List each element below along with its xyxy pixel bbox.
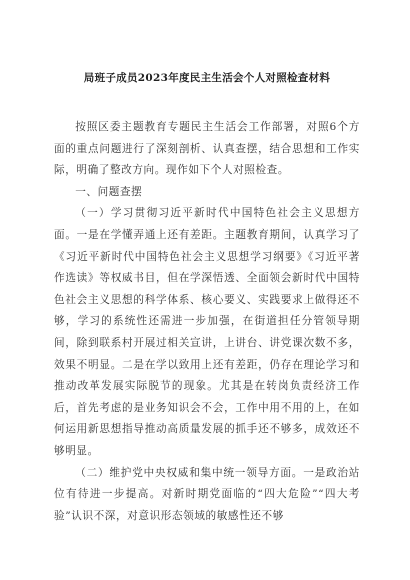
item-2-paragraph: （二）维护党中央权威和集中统一领导方面。一是政治站位有待进一步提高。对新时期党面临的“四大危险”“四大考验”认识不深，对意识形态领域的敏感性还不够 <box>54 466 360 522</box>
section-heading-problems: 一、问题查摆 <box>75 185 143 198</box>
item-1-paragraph: （一）学习贯彻习近平新时代中国特色社会主义思想方面。一是在学懂弄通上还有差距。主题教育期间，认真学习了《习近平新时代中国特色社会主义思想学习纲要》《习近平著作选读》等权威书目，但在学深悟透、全面领会新时代中国特色社会主义思想的科学体系、核心要义、实践要求上做得还不够，学习的系统性还需进一步加强，在街道担任分管领导期间，除到联系村开展过相关宣讲，上讲台、讲党课次数不多，效果不明显。二是在学以致用上还有差距，仍存在理论学习和推动改革发展实际脱节的现象。尤其是在转岗负责经济工作后，首先考虑的是业务知识会不会，工作中用不用的上，在如何运用新思想指导推动高质量发展的抓手还不够多，成效还不够明显。 <box>54 207 360 457</box>
document-title: 局班子成员2023年度民主生活会个人对照检查材料 <box>83 72 331 84</box>
intro-paragraph: 按照区委主题教育专题民主生活会工作部署，对照6个方面的重点问题进行了深刻剖析、认真查摆，结合思想和工作实际，明确了整改方向。现作如下个人对照检查。 <box>54 121 360 177</box>
